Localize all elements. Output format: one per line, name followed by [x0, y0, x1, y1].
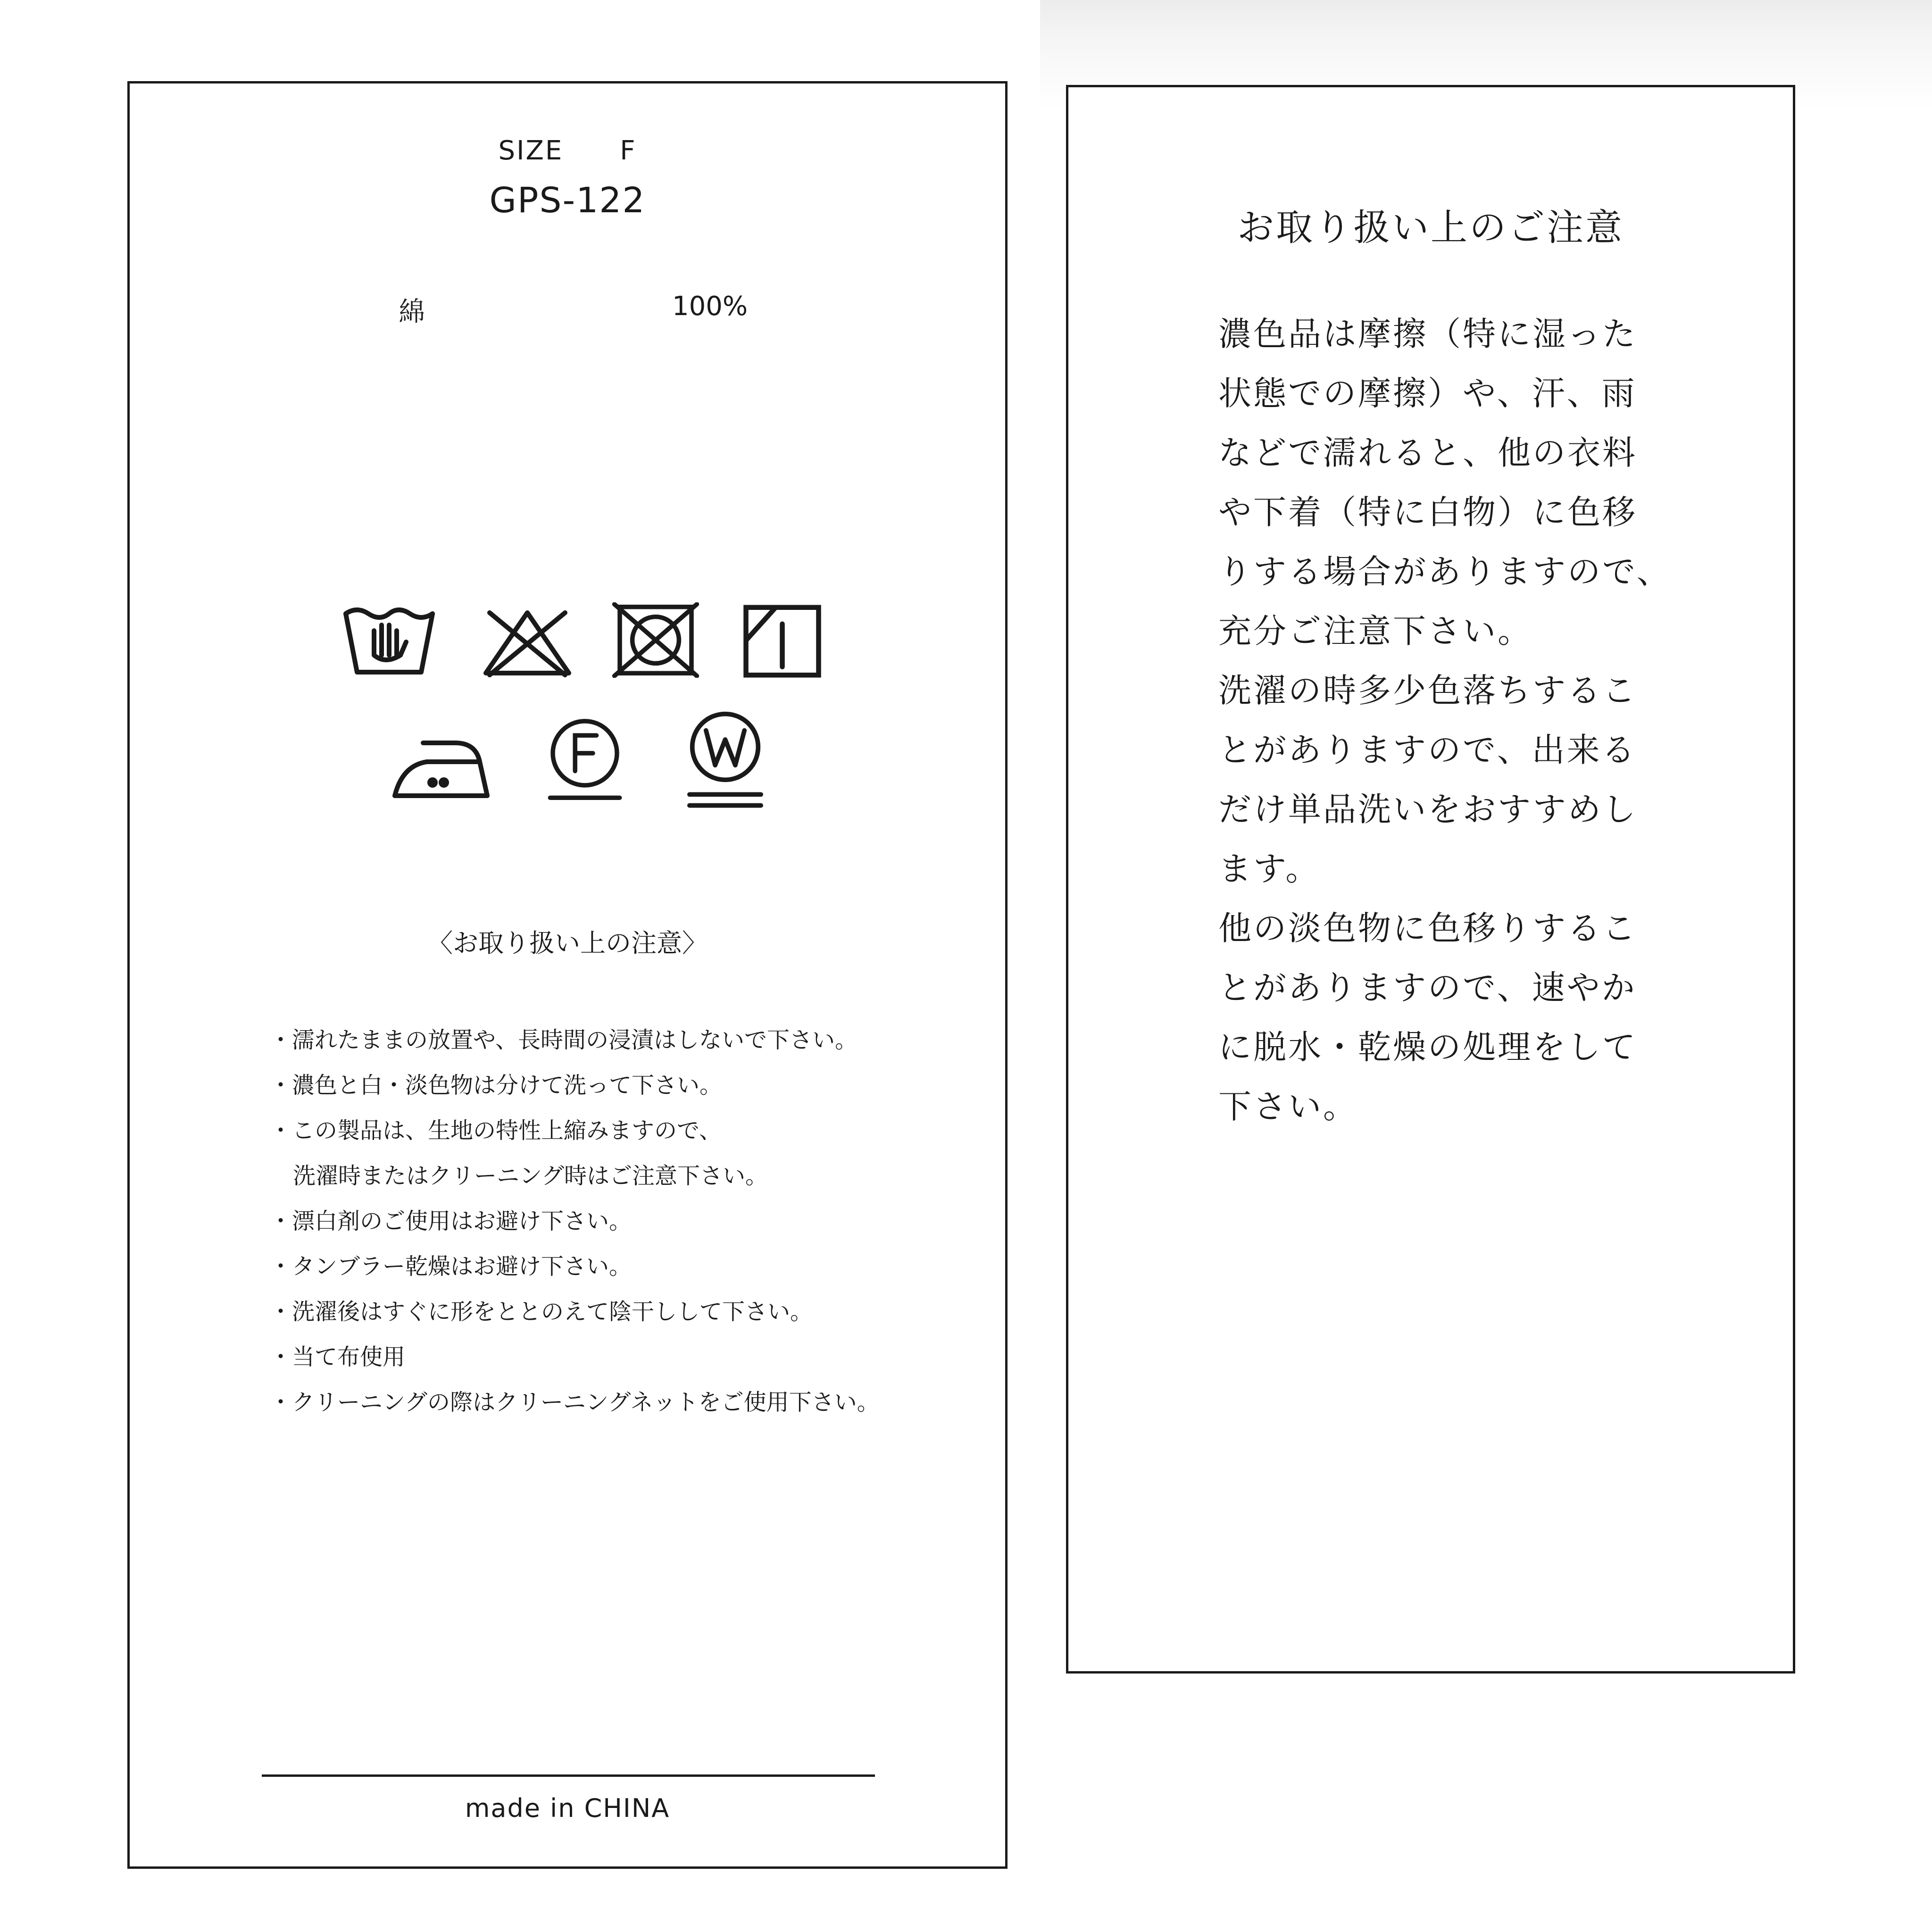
- caution-line: りする場合がありますので、: [1218, 552, 1672, 591]
- caution-line: とがありますので、出来る: [1218, 731, 1637, 769]
- caution-line: ます。: [1218, 849, 1321, 888]
- care-note: 洗濯時またはクリーニング時はご注意下さい。: [293, 1163, 768, 1189]
- no-tumble-dry-icon: [611, 602, 700, 678]
- size-label: SIZE: [498, 135, 564, 166]
- care-note: ・洗濯後はすぐに形をととのえて陰干しして下さい。: [269, 1299, 813, 1325]
- size-line: [130, 135, 1005, 166]
- caution-line: 他の淡色物に色移りするこ: [1218, 909, 1637, 948]
- no-bleach-icon: [480, 607, 575, 678]
- care-notes-list: [269, 1017, 977, 1425]
- origin-divider: [262, 1774, 875, 1777]
- caution-line: などで濡れると、他の衣料: [1218, 433, 1637, 472]
- caution-body: [1218, 304, 1761, 1136]
- notes-title: 〈お取り扱い上の注意〉: [427, 928, 708, 958]
- care-note: ・タンブラー乾燥はお避け下さい。: [269, 1253, 632, 1280]
- care-note: ・濡れたままの放置や、長時間の浸漬はしないで下さい。: [269, 1027, 858, 1053]
- caution-line: 充分ご注意下さい。: [1218, 612, 1532, 650]
- line-dry-shade-icon: [741, 602, 824, 680]
- model-number: GPS-122: [489, 180, 646, 221]
- care-label-tag: [127, 81, 1008, 1869]
- caution-line: 洗濯の時多少色落ちするこ: [1218, 671, 1637, 710]
- care-note: ・濃色と白・淡色物は分けて洗って下さい。: [269, 1072, 723, 1099]
- care-note: ・クリーニングの際はクリーニングネットをご使用下さい。: [269, 1389, 880, 1416]
- size-value: F: [620, 135, 637, 166]
- care-note: ・漂白剤のご使用はお避け下さい。: [269, 1208, 632, 1234]
- hand-wash-icon: [342, 602, 436, 678]
- caution-line: 下さい。: [1218, 1087, 1358, 1126]
- care-note: ・当て布使用: [269, 1344, 406, 1370]
- caution-card: [1066, 85, 1795, 1674]
- caution-title: お取り扱い上のご注意: [1237, 207, 1624, 249]
- caution-line: 状態での摩擦）や、汗、雨: [1218, 374, 1637, 413]
- caution-line: 濃色品は摩擦（特に湿った: [1218, 315, 1637, 353]
- origin-text: made in CHINA: [465, 1793, 670, 1823]
- care-note: ・この製品は、生地の特性上縮みますので、: [269, 1117, 722, 1144]
- fabric-percentage: 100%: [672, 291, 748, 322]
- caution-line: とがありますので、速やか: [1218, 968, 1637, 1007]
- iron-medium-icon: [389, 730, 493, 800]
- dry-clean-f-icon: [545, 716, 625, 805]
- fabric-material: 綿: [399, 297, 425, 327]
- caution-line: や下着（特に白物）に色移: [1218, 493, 1637, 532]
- caution-line: だけ単品洗いをおすすめし: [1218, 790, 1638, 829]
- wet-clean-w-icon: [684, 708, 766, 815]
- caution-line: に脱水・乾燥の処理をして: [1218, 1028, 1637, 1066]
